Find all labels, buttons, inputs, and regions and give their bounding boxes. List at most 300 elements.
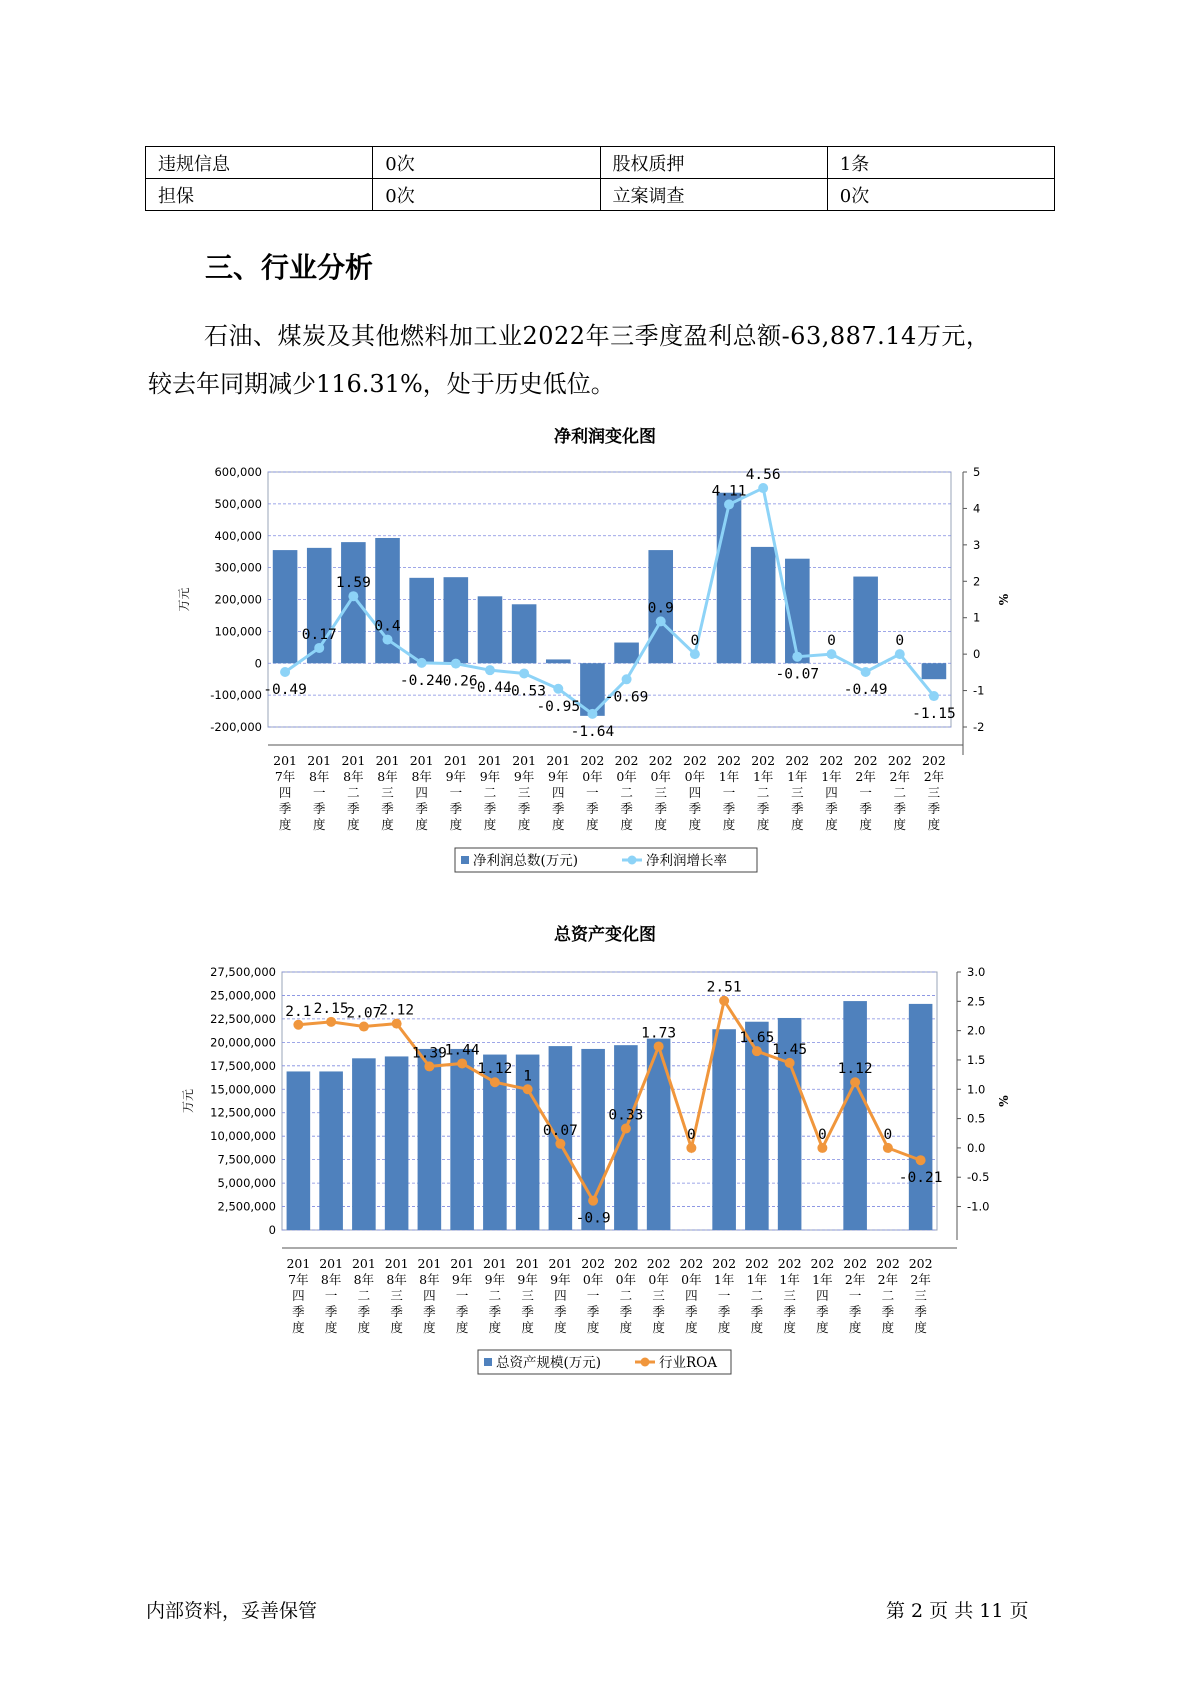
y2-tick-label: 4 [973, 501, 981, 516]
x-tick-label: 度 [620, 817, 633, 832]
x-tick-label: 度 [652, 1320, 665, 1335]
bar [341, 542, 366, 663]
x-tick-label: 202 [751, 753, 776, 768]
x-tick-label: 201 [307, 753, 332, 768]
x-tick-label: 二 [893, 785, 907, 800]
bar [614, 643, 639, 664]
line-point [719, 996, 729, 1006]
y-tick-label: 0 [254, 656, 262, 671]
x-tick-label: 季 [292, 1304, 305, 1319]
footer-confidential: 内部资料，妥善保管 [146, 1600, 318, 1622]
x-tick-label: 季 [347, 801, 360, 816]
x-tick-label: 1年 [746, 1272, 768, 1287]
x-tick-label: 季 [750, 1304, 764, 1319]
x-tick-label: 度 [859, 817, 872, 832]
legend-line-label: 净利润增长率 [646, 853, 727, 869]
x-tick-label: 202 [614, 753, 639, 768]
x-tick-label: 201 [319, 1256, 344, 1271]
x-tick-label: 一 [722, 785, 736, 800]
line-point [490, 1077, 500, 1087]
x-tick-label: 度 [825, 817, 838, 832]
x-tick-label: 度 [619, 1320, 633, 1335]
line-point [758, 483, 768, 493]
line-point [883, 1143, 893, 1153]
line-point [293, 1020, 303, 1030]
x-tick-label: 9年 [479, 769, 501, 784]
x-tick-label: 2年 [910, 1272, 931, 1287]
line-point [519, 668, 529, 678]
line-data-label: 4.56 [745, 467, 781, 484]
x-tick-label: 201 [548, 1256, 573, 1271]
x-tick-label: 202 [853, 753, 878, 768]
x-tick-label: 8年 [411, 769, 432, 784]
line-point [326, 1017, 336, 1027]
y2-axis-label: % [997, 593, 1011, 606]
y2-axis-label: % [997, 1095, 1011, 1107]
x-tick-label: 三 [652, 1288, 665, 1303]
x-tick-label: 季 [390, 1304, 403, 1319]
x-tick-label: 二 [750, 1288, 764, 1303]
x-tick-label: 度 [554, 1320, 567, 1335]
x-tick-label: 201 [273, 753, 298, 768]
industry-paragraph [148, 312, 1058, 408]
x-tick-label: 度 [848, 1320, 862, 1335]
line-data-label: 2.15 [313, 1000, 349, 1017]
x-tick-label: 0年 [582, 769, 603, 784]
line-point [690, 649, 700, 659]
total-assets-chart [0, 918, 1191, 1388]
y-tick-label: 22,500,000 [210, 1011, 276, 1026]
x-tick-label: 1年 [718, 769, 740, 784]
y-axis-label: 万元 [177, 587, 191, 612]
y-tick-label: 2,500,000 [217, 1199, 276, 1214]
y2-tick-label: 3 [973, 537, 981, 552]
legend-line-label: 行业ROA [659, 1355, 717, 1371]
x-tick-label: 一 [717, 1288, 731, 1303]
y-tick-label: 500,000 [214, 496, 262, 511]
y-tick-label: 20,000,000 [210, 1035, 276, 1050]
x-tick-label: 202 [712, 1256, 737, 1271]
y-tick-label: 25,000,000 [210, 988, 276, 1003]
x-tick-label: 季 [791, 801, 804, 816]
line-point [654, 1041, 664, 1051]
line-point [359, 1022, 369, 1032]
x-tick-label: 1年 [821, 769, 842, 784]
x-tick-label: 季 [620, 801, 633, 816]
x-tick-label: 二 [620, 785, 633, 800]
bar [717, 493, 742, 664]
info-row [146, 147, 1055, 179]
x-tick-label: 度 [415, 817, 428, 832]
x-tick-label: 季 [381, 801, 394, 816]
x-tick-label: 三 [654, 785, 667, 800]
x-tick-label: 度 [654, 817, 667, 832]
x-tick-label: 一 [324, 1288, 338, 1303]
x-tick-label: 度 [756, 817, 770, 832]
x-tick-label: 度 [717, 1320, 731, 1335]
line-point [622, 674, 632, 684]
x-tick-label: 202 [810, 1256, 835, 1271]
x-tick-label: 一 [859, 785, 872, 800]
line-point [417, 658, 427, 668]
info-value-cell: 0次 [373, 179, 600, 211]
x-tick-label: 9年 [445, 769, 467, 784]
line-point [817, 1143, 827, 1153]
y2-tick-label: 0.0 [967, 1140, 986, 1155]
y2-tick-label: 2.5 [967, 994, 986, 1009]
line-point [314, 643, 324, 653]
bar [712, 1029, 736, 1230]
x-tick-label: 度 [586, 817, 599, 832]
line-data-label: 4.11 [711, 483, 747, 500]
line-point [861, 667, 871, 677]
legend-line-marker [628, 856, 637, 865]
x-tick-label: 季 [756, 801, 770, 816]
x-tick-label: 9年 [550, 1272, 571, 1287]
x-tick-label: 二 [347, 785, 360, 800]
x-tick-label: 0年 [684, 769, 706, 784]
x-tick-label: 1年 [779, 1272, 800, 1287]
x-tick-label: 季 [848, 1304, 862, 1319]
bar [853, 577, 878, 664]
x-tick-label: 201 [417, 1256, 442, 1271]
x-tick-label: 0年 [650, 769, 671, 784]
x-tick-label: 度 [816, 1320, 829, 1335]
x-tick-label: 季 [859, 801, 872, 816]
bar [409, 578, 434, 663]
x-tick-label: 季 [654, 801, 667, 816]
line-data-label: 1.12 [477, 1061, 513, 1078]
x-tick-label: 季 [586, 801, 599, 816]
x-tick-label: 0年 [681, 1272, 702, 1287]
line-point [916, 1155, 926, 1165]
y-tick-label: 200,000 [214, 592, 262, 607]
x-tick-label: 季 [881, 1304, 895, 1319]
line-point [895, 649, 905, 659]
net-profit-chart-svg [0, 420, 1191, 890]
y2-tick-label: 5 [973, 465, 981, 479]
line-point [785, 1058, 795, 1068]
x-tick-label: 季 [312, 801, 326, 816]
info-value-cell: 0次 [373, 147, 600, 179]
line-data-label: 1.39 [411, 1045, 447, 1062]
y2-tick-label: -1 [973, 683, 985, 698]
x-tick-label: 一 [455, 1288, 469, 1303]
x-tick-label: 季 [685, 1304, 698, 1319]
line-point [724, 499, 734, 509]
y-tick-label: 600,000 [214, 465, 262, 479]
x-tick-label: 四 [816, 1288, 829, 1303]
line-data-label: -0.49 [843, 681, 888, 698]
x-tick-label: 季 [554, 1304, 567, 1319]
x-tick-label: 度 [423, 1320, 436, 1335]
x-tick-label: 季 [552, 801, 565, 816]
legend-bar-label: 净利润总数(万元) [473, 853, 579, 869]
x-tick-label: 三 [927, 785, 941, 800]
x-tick-label: 2年 [889, 769, 911, 784]
bar [512, 604, 537, 663]
line-point [348, 591, 358, 601]
x-tick-label: 度 [521, 1320, 534, 1335]
x-tick-label: 度 [552, 817, 565, 832]
bar [352, 1058, 376, 1230]
x-tick-label: 季 [893, 801, 907, 816]
x-tick-label: 202 [581, 1256, 606, 1271]
section-title: 三、行业分析 [205, 251, 374, 284]
x-tick-label: 8年 [343, 769, 364, 784]
y2-tick-label: 1.5 [967, 1052, 986, 1067]
x-tick-label: 季 [652, 1304, 665, 1319]
line-data-label: -0.44 [468, 680, 512, 697]
x-tick-label: 三 [381, 785, 394, 800]
info-row [146, 179, 1055, 211]
x-tick-label: 202 [843, 1256, 868, 1271]
legend-bar-swatch [484, 1358, 492, 1366]
x-tick-label: 度 [881, 1320, 895, 1335]
line-point [929, 691, 939, 701]
line-data-label: 1.44 [444, 1042, 480, 1059]
x-tick-label: 季 [688, 801, 702, 816]
y-tick-label: 400,000 [214, 528, 262, 543]
x-tick-label: 季 [423, 1304, 436, 1319]
line-data-label: -0.9 [575, 1210, 611, 1227]
bar [319, 1071, 343, 1230]
x-tick-label: 201 [546, 753, 571, 768]
x-tick-label: 2年 [923, 769, 945, 784]
x-tick-label: 9年 [548, 769, 569, 784]
line-data-label: 0 [883, 1126, 893, 1143]
x-tick-label: 201 [515, 1256, 540, 1271]
x-tick-label: 季 [357, 1304, 371, 1319]
x-tick-label: 8年 [386, 1272, 407, 1287]
x-tick-label: 四 [688, 785, 702, 800]
line-data-label: -0.24 [399, 672, 444, 689]
x-tick-label: 四 [415, 785, 428, 800]
x-tick-label: 度 [783, 1320, 796, 1335]
x-tick-label: 度 [488, 1320, 502, 1335]
info-value-cell: 1条 [827, 147, 1054, 179]
line-data-label: -0.26 [433, 673, 478, 690]
line-point [656, 616, 666, 626]
y-tick-label: 10,000,000 [210, 1129, 276, 1144]
x-tick-label: 一 [312, 785, 326, 800]
info-label-cell: 股权质押 [600, 147, 827, 179]
y-tick-label: 7,500,000 [217, 1152, 276, 1167]
x-tick-label: 度 [278, 817, 292, 832]
line-point [280, 667, 290, 677]
y2-tick-label: -0.5 [967, 1170, 990, 1185]
x-tick-label: 202 [679, 1256, 704, 1271]
x-tick-label: 1年 [713, 1272, 735, 1287]
x-tick-label: 二 [357, 1288, 371, 1303]
x-tick-label: 202 [921, 753, 946, 768]
x-tick-label: 0年 [615, 1272, 637, 1287]
line-point [850, 1077, 860, 1087]
x-tick-label: 202 [744, 1256, 769, 1271]
line-data-label: 0 [827, 633, 836, 650]
x-tick-label: 一 [586, 785, 599, 800]
y-tick-label: 15,000,000 [210, 1082, 276, 1097]
bar [273, 550, 298, 663]
x-tick-label: 8年 [320, 1272, 342, 1287]
line-data-label: 0.9 [647, 600, 674, 617]
line-data-label: 1.59 [335, 575, 371, 592]
x-tick-label: 季 [619, 1304, 633, 1319]
line-data-label: -0.49 [263, 681, 307, 698]
y2-tick-label: 1.0 [967, 1082, 986, 1097]
x-tick-label: 7年 [274, 769, 296, 784]
line-data-label: -0.53 [502, 683, 546, 700]
x-tick-label: 201 [478, 753, 502, 768]
x-tick-label: 201 [384, 1256, 409, 1271]
x-tick-label: 四 [292, 1288, 305, 1303]
y-tick-label: 27,500,000 [210, 965, 276, 979]
x-tick-label: 度 [381, 817, 394, 832]
x-tick-label: 三 [914, 1288, 927, 1303]
y2-tick-label: 1 [973, 610, 981, 625]
x-tick-label: 202 [613, 1256, 638, 1271]
x-tick-label: 202 [887, 753, 912, 768]
line-data-label: 2.51 [706, 979, 742, 996]
bar [478, 596, 503, 663]
paragraph-line-1: 石油、煤炭及其他燃料加工业2022年三季度盈利总额-63,887.14万元， [204, 322, 991, 350]
x-tick-label: 四 [278, 785, 292, 800]
y-tick-label: -200,000 [210, 720, 262, 734]
line-data-label: 2.07 [346, 1005, 382, 1022]
y-tick-label: 0 [268, 1223, 276, 1237]
line-data-label: 1.45 [772, 1041, 808, 1058]
x-tick-label: 三 [521, 1288, 534, 1303]
x-tick-label: 0年 [648, 1272, 669, 1287]
line-point [485, 665, 495, 675]
paragraph-line-2: 较去年同期减少116.31%，处于历史低位。 [148, 370, 615, 398]
x-tick-label: 0年 [582, 1272, 604, 1287]
x-tick-label: 度 [688, 817, 702, 832]
x-tick-label: 202 [682, 753, 707, 768]
line-point [587, 709, 597, 719]
line-data-label: 1.73 [641, 1025, 677, 1042]
x-tick-label: 8年 [419, 1272, 440, 1287]
y-tick-label: -100,000 [210, 688, 262, 703]
bar [909, 1004, 933, 1230]
x-tick-label: 季 [927, 801, 941, 816]
line-point [588, 1196, 598, 1206]
x-tick-label: 202 [580, 753, 605, 768]
x-tick-label: 度 [312, 817, 326, 832]
x-tick-label: 202 [646, 1256, 671, 1271]
x-tick-label: 二 [483, 785, 497, 800]
total-assets-chart-svg [0, 918, 1191, 1388]
x-tick-label: 1年 [752, 769, 774, 784]
x-tick-label: 0年 [616, 769, 637, 784]
x-tick-label: 202 [908, 1256, 933, 1271]
x-tick-label: 四 [552, 785, 565, 800]
y-tick-label: 12,500,000 [210, 1105, 276, 1120]
x-tick-label: 202 [819, 753, 844, 768]
x-tick-label: 201 [286, 1256, 311, 1271]
line-data-label: 0.33 [608, 1107, 644, 1124]
x-tick-label: 季 [521, 1304, 534, 1319]
x-tick-label: 2年 [877, 1272, 899, 1287]
bar [444, 577, 469, 663]
x-tick-label: 202 [648, 753, 673, 768]
x-tick-label: 二 [756, 785, 770, 800]
bar [751, 547, 776, 663]
net-profit-chart [0, 420, 1191, 890]
x-tick-label: 度 [914, 1320, 927, 1335]
line-data-label: 0 [895, 633, 905, 650]
x-tick-label: 四 [423, 1288, 436, 1303]
x-tick-label: 8年 [377, 769, 398, 784]
line-point [555, 1139, 565, 1149]
x-tick-label: 一 [848, 1288, 862, 1303]
x-tick-label: 季 [825, 801, 838, 816]
line-point [686, 1143, 696, 1153]
x-tick-label: 季 [816, 1304, 829, 1319]
x-tick-label: 季 [586, 1304, 600, 1319]
x-tick-label: 季 [914, 1304, 927, 1319]
info-label-cell: 担保 [146, 179, 373, 211]
y-tick-label: 5,000,000 [217, 1176, 276, 1191]
bar [546, 659, 571, 663]
x-tick-label: 201 [450, 1256, 475, 1271]
line-data-label: 1.65 [739, 1030, 775, 1047]
y-tick-label: 300,000 [214, 560, 262, 575]
x-tick-label: 202 [875, 1256, 900, 1271]
x-tick-label: 度 [722, 817, 736, 832]
x-tick-label: 二 [488, 1288, 502, 1303]
x-tick-label: 度 [324, 1320, 338, 1335]
x-tick-label: 201 [409, 753, 434, 768]
y2-tick-label: -1.0 [967, 1199, 990, 1214]
x-tick-label: 度 [685, 1320, 698, 1335]
x-tick-label: 三 [517, 785, 531, 800]
bar [614, 1045, 638, 1230]
line-point [792, 652, 802, 662]
x-tick-label: 9年 [484, 1272, 506, 1287]
y2-tick-label: 3.0 [967, 965, 986, 979]
x-tick-label: 1年 [812, 1272, 833, 1287]
x-tick-label: 9年 [451, 1272, 473, 1287]
x-tick-label: 7年 [288, 1272, 309, 1287]
x-tick-label: 度 [449, 817, 463, 832]
bar [922, 663, 947, 679]
line-data-label: 0.07 [542, 1122, 578, 1139]
x-tick-label: 季 [722, 801, 736, 816]
info-label-cell: 立案调查 [600, 179, 827, 211]
line-point [621, 1124, 631, 1134]
x-tick-label: 202 [777, 1256, 802, 1271]
x-tick-label: 201 [351, 1256, 376, 1271]
bar [843, 1001, 867, 1230]
x-tick-label: 三 [783, 1288, 796, 1303]
x-tick-label: 四 [685, 1288, 698, 1303]
risk-info-table [145, 146, 1055, 211]
line-point [383, 635, 393, 645]
line-data-label: -0.69 [604, 689, 649, 706]
x-tick-label: 8年 [308, 769, 330, 784]
line-data-label: 2.1 [285, 1003, 312, 1020]
bar [418, 1049, 442, 1230]
x-tick-label: 季 [415, 801, 428, 816]
x-tick-label: 四 [825, 785, 838, 800]
line-data-label: 0.17 [301, 626, 337, 643]
x-tick-label: 201 [375, 753, 400, 768]
x-tick-label: 度 [750, 1320, 764, 1335]
line-point [451, 659, 461, 669]
x-tick-label: 2年 [844, 1272, 866, 1287]
chart-title: 净利润变化图 [554, 427, 656, 447]
